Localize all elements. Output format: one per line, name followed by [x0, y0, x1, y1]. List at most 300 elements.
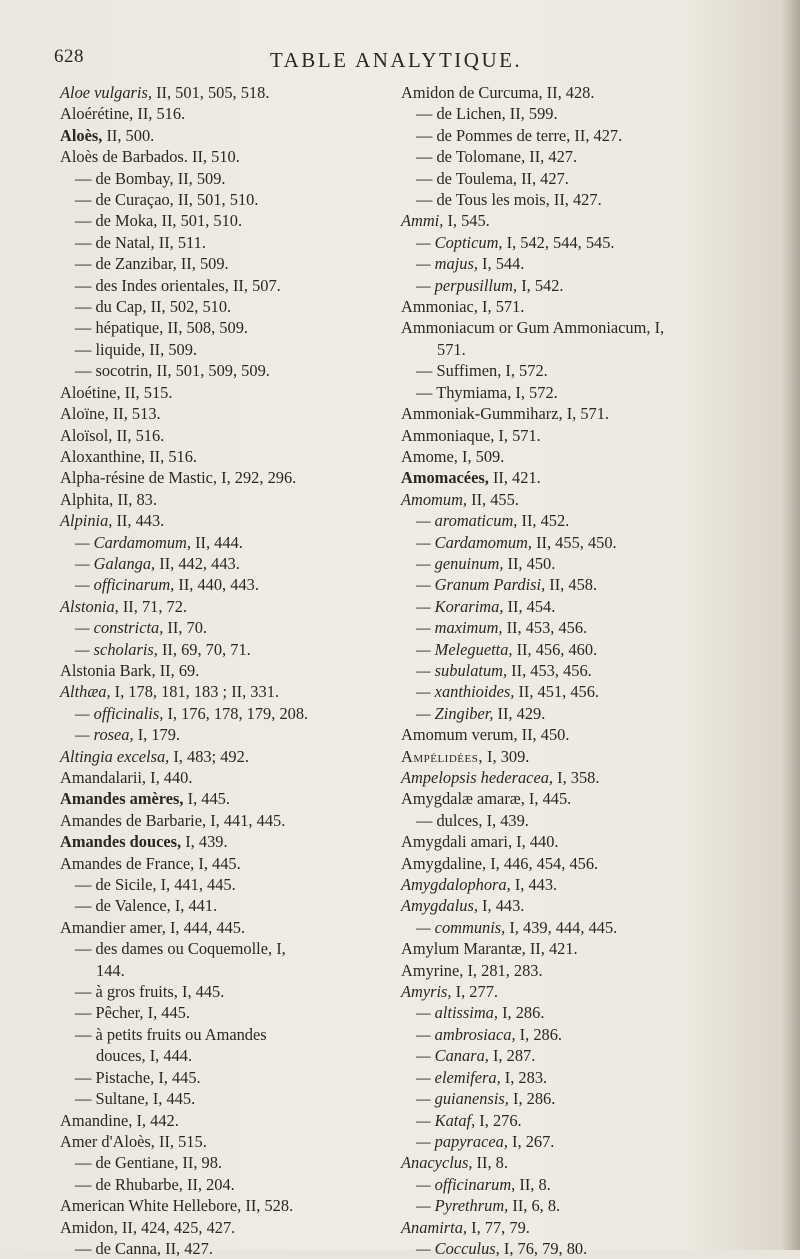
entry-term: — Zingiber,	[416, 703, 494, 723]
entry-references: I, 442.	[132, 1110, 179, 1130]
entry-references: II, 427.	[570, 125, 623, 145]
entry-references: II, 71, 72.	[118, 596, 188, 616]
index-entry	[60, 660, 380, 681]
index-entry	[60, 1174, 380, 1195]
entry-term: Anamirta,	[401, 1217, 468, 1237]
index-entry	[401, 767, 793, 788]
entry-references: I, 439, 444, 445.	[505, 917, 618, 937]
entry-term: — de Sicile,	[75, 875, 157, 895]
entry-references: I, 445.	[183, 789, 230, 809]
entry-term: Amandes amères,	[60, 789, 184, 809]
entry-term: — de Tolomane,	[416, 147, 526, 167]
entry-references: II, 501, 505, 518.	[151, 83, 270, 102]
entry-references: II, 8.	[472, 1153, 508, 1173]
entry-references: II, 507.	[228, 275, 281, 295]
index-entry	[401, 746, 793, 767]
entry-term: — perpusillum,	[416, 275, 518, 295]
index-entry	[60, 210, 380, 231]
entry-term: — Cocculus,	[416, 1238, 500, 1258]
index-entry	[401, 232, 793, 253]
index-entry	[60, 1131, 380, 1152]
entry-term: Amygdalus,	[401, 896, 478, 916]
index-entry	[401, 317, 793, 338]
index-entry	[60, 1152, 380, 1173]
entry-references: I, 176, 178, 179, 208.	[163, 703, 309, 723]
index-entry	[60, 788, 380, 809]
entry-term: — de Moka,	[75, 211, 158, 231]
entry-references: II, 501, 509, 509.	[152, 361, 270, 381]
index-entry	[401, 103, 793, 124]
index-entry	[401, 917, 793, 938]
index-entry	[401, 831, 793, 852]
index-entry	[60, 574, 380, 595]
entry-references: II, 501, 510.	[157, 211, 243, 231]
entry-term: — à gros fruits,	[75, 982, 178, 1002]
index-entry	[401, 574, 793, 595]
index-entry	[401, 1152, 793, 1173]
entry-references: II, 454.	[503, 596, 556, 616]
index-entry	[60, 125, 380, 146]
index-entry	[60, 103, 380, 124]
entry-references: I, 276.	[475, 1110, 522, 1130]
index-entry	[60, 403, 380, 424]
index-column-left	[60, 82, 380, 1259]
index-entry	[401, 425, 793, 446]
entry-term: Amyris,	[401, 982, 452, 1002]
index-entry	[60, 810, 380, 831]
entry-references: II, 443.	[112, 511, 165, 531]
entry-references: II, 442, 443.	[155, 553, 240, 573]
index-entry	[60, 189, 380, 210]
index-entry	[401, 82, 793, 103]
index-entry	[401, 403, 793, 424]
entry-term: — Suffimen,	[416, 361, 502, 381]
entry-references: I, 286.	[508, 1089, 556, 1109]
entry-references: II, 204.	[182, 1174, 235, 1194]
index-entry	[401, 895, 793, 916]
entry-references: I, 76, 79, 80.	[499, 1238, 588, 1258]
index-entry	[60, 553, 380, 574]
index-entry	[401, 1110, 793, 1131]
index-entry	[60, 724, 380, 745]
entry-term: Aloïne,	[60, 404, 109, 424]
entry-term: — socotrin,	[75, 361, 153, 381]
entry-references: II, 516.	[145, 446, 198, 466]
index-entry	[401, 210, 793, 231]
entry-term: Aloès de Barbados.	[60, 147, 188, 167]
entry-term: — Galanga,	[75, 553, 156, 573]
index-entry	[60, 639, 380, 660]
index-entry	[401, 724, 793, 745]
index-entry	[401, 532, 793, 553]
index-entry	[401, 125, 793, 146]
entry-references: II, 451, 456.	[514, 682, 600, 702]
index-entry	[401, 339, 793, 360]
index-entry	[401, 553, 793, 574]
entry-term: — de Lichen,	[416, 104, 506, 124]
index-column-right	[401, 82, 793, 1259]
entry-term: — Granum Pardisi,	[416, 575, 546, 595]
entry-term: — elemifera,	[416, 1067, 501, 1087]
entry-references: I, 281, 283.	[463, 960, 543, 980]
entry-term: — genuinum,	[416, 553, 504, 573]
index-entry	[60, 1088, 380, 1109]
entry-term: — communis,	[416, 917, 506, 937]
entry-term: — constricta,	[75, 618, 164, 638]
index-entry	[401, 639, 793, 660]
index-entry	[401, 1088, 793, 1109]
entry-references: I,	[272, 939, 286, 959]
entry-references: I, 277.	[451, 982, 498, 1002]
entry-term: Aloétine,	[60, 382, 121, 402]
index-entry	[60, 874, 380, 895]
index-entry	[60, 617, 380, 638]
index-entry	[401, 467, 793, 488]
entry-references: II, 455.	[467, 489, 519, 509]
entry-term: — Canara,	[416, 1046, 489, 1066]
entry-references: I, 483; 492.	[169, 746, 249, 766]
index-entry	[401, 1131, 793, 1152]
entry-term: — ambrosiaca,	[416, 1024, 516, 1044]
index-entry	[401, 146, 793, 167]
entry-references: II, 516.	[133, 104, 186, 124]
entry-term: — officinarum,	[416, 1174, 516, 1194]
entry-references: II, 509.	[173, 168, 226, 188]
entry-term: Amandine,	[60, 1110, 133, 1130]
index-entry	[401, 681, 793, 702]
index-entry	[401, 253, 793, 274]
entry-term: Amandes de France,	[60, 853, 195, 873]
index-entry	[401, 510, 793, 531]
index-entry	[60, 382, 380, 403]
entry-references: I, 286.	[515, 1024, 562, 1044]
entry-term: Ammoniak-Gummiharz,	[401, 404, 563, 424]
index-entry	[401, 853, 793, 874]
entry-term: Amygdali amari,	[401, 832, 513, 852]
entry-term: Alpinia,	[60, 511, 113, 531]
entry-term: Aloxanthine,	[60, 446, 146, 466]
entry-term: — subulatum,	[416, 660, 508, 680]
running-title: TABLE ANALYTIQUE.	[270, 48, 523, 72]
index-entry	[60, 296, 380, 317]
index-entry	[401, 1002, 793, 1023]
index-entry	[401, 275, 793, 296]
entry-references: II, 500.	[102, 125, 155, 145]
entry-term: — à petits fruits ou Amandes	[75, 1024, 267, 1044]
entry-term: Amylum Marantæ,	[401, 939, 526, 959]
index-entry	[60, 168, 380, 189]
index-entry	[401, 168, 793, 189]
entry-references: II, 515.	[120, 382, 173, 402]
index-entry	[60, 960, 380, 981]
entry-references: I, 178, 181, 183 ; II, 331.	[110, 682, 279, 702]
entry-references: I, 445.	[148, 1089, 196, 1109]
index-entry	[60, 917, 380, 938]
entry-term: Alstonia Bark,	[60, 660, 156, 680]
entry-term: — de Bombay,	[75, 168, 174, 188]
entry-references: I, 545.	[443, 211, 490, 231]
index-entry	[60, 360, 380, 381]
entry-references: I, 571.	[477, 297, 525, 317]
index-entry	[401, 703, 793, 724]
entry-references: II, 458.	[545, 575, 598, 595]
entry-references: I, 443.	[477, 896, 525, 916]
entry-references: II, 509.	[176, 254, 229, 274]
entry-term: Amygdalæ amaræ,	[401, 789, 525, 809]
entry-term: Amidon,	[60, 1217, 118, 1237]
entry-references: I, 572.	[501, 361, 548, 381]
index-entry	[60, 82, 380, 103]
entry-references: I, 445.	[524, 789, 572, 809]
index-entry	[60, 232, 380, 253]
entry-references: II, 501, 510.	[173, 190, 259, 210]
index-entry	[60, 1002, 380, 1023]
entry-term: — des Indes orientales,	[75, 275, 229, 295]
entry-term: American White Hellebore,	[60, 1196, 242, 1216]
entry-references: I, 444.	[145, 1046, 193, 1066]
entry-references: I, 440.	[146, 768, 193, 787]
index-entry	[60, 467, 380, 488]
entry-term: — Sultane,	[75, 1089, 149, 1109]
entry-term: — altissima,	[416, 1003, 498, 1023]
entry-term: — de Natal,	[75, 232, 155, 252]
entry-term: — des dames ou Coquemolle,	[75, 939, 273, 959]
index-entry	[60, 831, 380, 852]
entry-term: — de Gentiane,	[75, 1153, 179, 1173]
entry-references: I, 445.	[143, 1003, 190, 1023]
entry-references: II, 427.	[525, 147, 578, 167]
entry-references: II, 502, 510.	[146, 297, 232, 317]
entry-references: I, 509.	[457, 446, 505, 466]
entry-term: Amandes douces,	[60, 832, 182, 852]
entry-term: — Copticum,	[416, 232, 503, 252]
entry-references: II, 509.	[145, 339, 198, 359]
index-entry	[401, 489, 793, 510]
entry-term: Aloïsol,	[60, 425, 113, 445]
entry-term: — Korarima,	[416, 596, 504, 616]
entry-references: II, 427.	[549, 190, 602, 210]
entry-term: — Thymiama,	[416, 382, 512, 402]
index-entry	[401, 382, 793, 403]
index-entry	[401, 446, 793, 467]
index-entry	[60, 446, 380, 467]
index-entry	[60, 146, 380, 167]
index-entry	[60, 746, 380, 767]
index-entry	[401, 189, 793, 210]
entry-references: II, 429.	[493, 703, 546, 723]
entry-term: Anacyclus,	[401, 1153, 473, 1173]
index-entry	[60, 317, 380, 338]
entry-references: II, 440, 443.	[174, 575, 259, 595]
index-entry	[401, 1045, 793, 1066]
entry-term: Amygdaline,	[401, 853, 487, 873]
entry-references: II, 450.	[503, 553, 556, 573]
entry-references: II, 455, 450.	[531, 532, 617, 552]
entry-references: I, 572.	[511, 382, 558, 402]
entry-term: Amandalarii,	[60, 768, 147, 787]
entry-term: — de Valence,	[75, 896, 171, 916]
index-entry	[60, 1195, 380, 1216]
index-entry	[401, 981, 793, 1002]
entry-term: — officinarum,	[75, 575, 175, 595]
entry-term: Amome,	[401, 446, 458, 466]
entry-term: — dulces,	[416, 810, 483, 830]
entry-references: I, 439.	[181, 832, 228, 852]
index-entry	[401, 1238, 793, 1259]
index-entry	[60, 981, 380, 1002]
entry-term: — majus,	[416, 254, 478, 274]
index-entry	[60, 938, 380, 959]
entry-term: Amidon de Curcuma,	[401, 83, 543, 102]
entry-term: Amandes de Barbarie,	[60, 810, 207, 830]
entry-references: I, 445.	[177, 982, 225, 1002]
index-entry	[401, 810, 793, 831]
entry-references: II, 428.	[542, 83, 595, 102]
entry-term: — guianensis,	[416, 1089, 509, 1109]
entry-term: — liquide,	[75, 339, 146, 359]
entry-term: Amyrine,	[401, 960, 464, 980]
entry-term: — de Rhubarbe,	[75, 1174, 183, 1194]
entry-term: — du Cap,	[75, 297, 147, 317]
entry-references: II, 421.	[525, 939, 578, 959]
entry-references: I, 445.	[154, 1067, 201, 1087]
index-entry	[60, 1067, 380, 1088]
entry-term: — de Toulema,	[416, 168, 517, 188]
entry-term: Amomacées,	[401, 468, 489, 488]
entry-references: I, 571.	[494, 425, 541, 445]
page-edge-shadow	[782, 0, 800, 1250]
entry-references: I, 309.	[482, 746, 530, 766]
entry-term: Althæa,	[60, 682, 111, 702]
entry-term: — Kataf,	[416, 1110, 476, 1130]
entry-term: Amygdalophora,	[401, 875, 511, 895]
index-entry	[60, 1110, 380, 1131]
entry-term: Amandier amer,	[60, 917, 166, 937]
entry-term: — scholaris,	[75, 639, 158, 659]
index-entry	[60, 532, 380, 553]
page-number: 628	[54, 46, 84, 67]
entry-references: I, 286.	[497, 1003, 545, 1023]
entry-references: II, 508, 509.	[163, 318, 248, 338]
entry-term: Ampélidées,	[401, 746, 483, 766]
entry-references: II, 70.	[163, 618, 208, 638]
index-entry	[60, 489, 380, 510]
entry-references: I, 283.	[500, 1067, 548, 1087]
entry-term: Altingia excelsa,	[60, 746, 170, 766]
entry-references: II, 427.	[516, 168, 569, 188]
entry-references: II, 450.	[517, 725, 570, 745]
index-entry	[401, 960, 793, 981]
entry-term: — maximum,	[416, 618, 503, 638]
index-entry	[401, 596, 793, 617]
entry-term: 571.	[437, 339, 466, 359]
entry-references: I, 441.	[170, 896, 218, 916]
entry-references: I, 445.	[194, 853, 241, 873]
index-entry	[60, 895, 380, 916]
entry-term: Amomum verum,	[401, 725, 518, 745]
entry-term: — officinalis,	[75, 703, 164, 723]
entry-references: I, 444, 445.	[165, 917, 246, 937]
index-entry	[401, 660, 793, 681]
entry-references: II, 453, 456.	[507, 660, 592, 680]
entry-references: I, 287.	[488, 1046, 536, 1066]
entry-references: II, 510.	[187, 147, 240, 167]
index-entry	[401, 938, 793, 959]
index-entry	[60, 1238, 380, 1259]
entry-term: — Pistache,	[75, 1067, 155, 1087]
entry-term: Aloe vulgaris,	[60, 83, 152, 102]
entry-references: I, 542.	[517, 275, 564, 295]
entry-term: Amer d'Aloès,	[60, 1131, 155, 1151]
entry-term: — de Zanzibar,	[75, 254, 177, 274]
entry-term: — aromaticum,	[416, 511, 518, 531]
entry-references: II, 69, 70, 71.	[157, 639, 251, 659]
index-entry	[401, 617, 793, 638]
entry-references: I, 544.	[477, 254, 525, 274]
entry-references: II, 98.	[178, 1153, 223, 1173]
index-entry	[401, 788, 793, 809]
entry-term: Alstonia,	[60, 596, 119, 616]
index-entry	[60, 425, 380, 446]
entry-references: II, 427.	[161, 1238, 213, 1258]
entry-term: Ammoniac,	[401, 297, 478, 317]
entry-references: II, 8.	[515, 1174, 551, 1194]
entry-term: — Cardamomum,	[75, 532, 191, 552]
index-entry	[401, 1067, 793, 1088]
entry-term: Amomum,	[401, 489, 468, 509]
entry-references: I, 441, 445.	[156, 875, 236, 895]
index-entry	[60, 767, 380, 788]
page-header	[0, 40, 800, 70]
index-entry	[401, 1217, 793, 1238]
entry-term: — de Canna,	[75, 1238, 162, 1258]
entry-references: II, 444.	[190, 532, 243, 552]
entry-term: Ammoniacum or Gum Ammoniacum,	[401, 318, 651, 338]
entry-references: II, 513.	[108, 404, 161, 424]
entry-references: II, 452.	[517, 511, 570, 531]
entry-term: Ammoniaque,	[401, 425, 495, 445]
index-entry	[401, 1024, 793, 1045]
entry-term: — de Pommes de terre,	[416, 125, 571, 145]
index-entry	[401, 1195, 793, 1216]
index-entry	[60, 253, 380, 274]
entry-term: — papyracea,	[416, 1131, 508, 1151]
index-entry	[60, 339, 380, 360]
entry-references: I, 439.	[482, 810, 529, 830]
entry-term: Ammi,	[401, 211, 444, 231]
entry-term: Alphita,	[60, 489, 114, 509]
entry-term: — de Tous les mois,	[416, 190, 550, 210]
entry-references: II, 511.	[154, 232, 206, 252]
index-entry	[60, 1217, 380, 1238]
entry-term: — Meleguetta,	[416, 639, 513, 659]
index-entry	[60, 275, 380, 296]
index-entry	[401, 1174, 793, 1195]
entry-term: 144.	[96, 960, 125, 980]
index-entry	[401, 360, 793, 381]
entry-references: I, 571.	[562, 404, 610, 424]
entry-references: I, 179.	[133, 725, 181, 745]
entry-references: II, 599.	[505, 104, 558, 124]
entry-term: Ampelopsis hederacea,	[401, 768, 554, 787]
entry-references: II, 453, 456.	[502, 618, 588, 638]
index-entry	[60, 703, 380, 724]
entry-references: II, 83.	[113, 489, 157, 509]
entry-term: Alpha-résine de Mastic,	[60, 468, 218, 488]
entry-term: — rosea,	[75, 725, 134, 745]
entry-term: douces,	[96, 1046, 146, 1066]
index-entry	[60, 1024, 380, 1045]
